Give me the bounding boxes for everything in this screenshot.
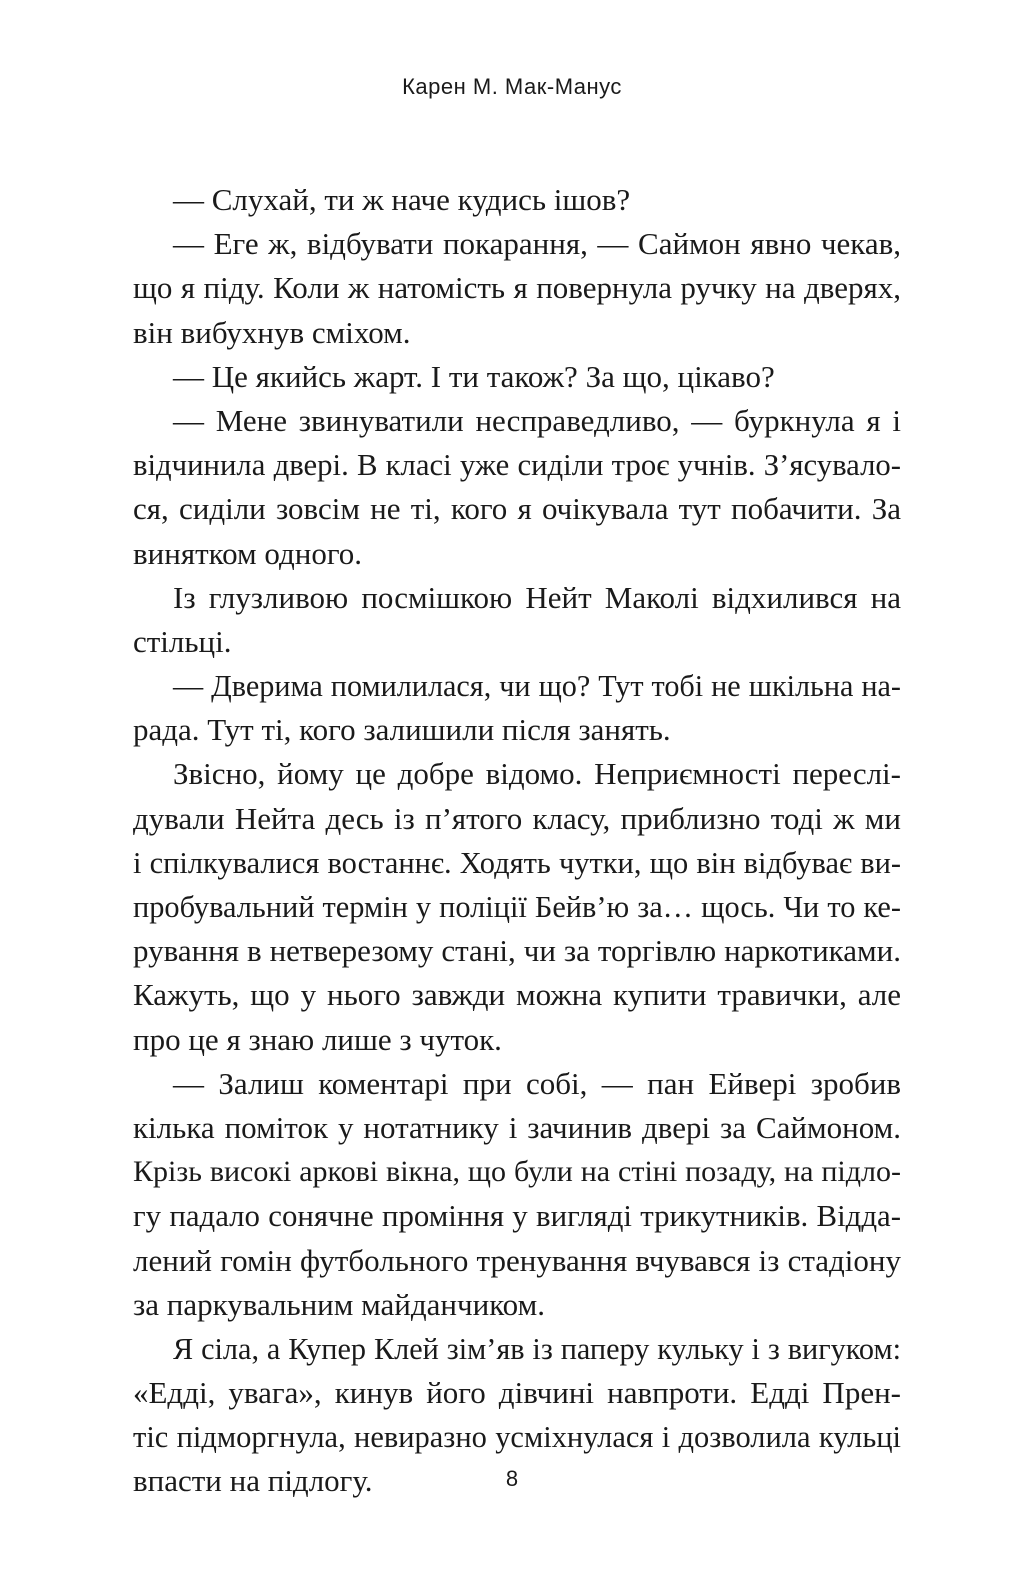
text-line: дували Нейта десь із п’ятого класу, приблизно тоді ж ми [133, 800, 901, 836]
text-line: рування в нетверезому стані, чи за торгівлю наркотиками. [133, 933, 901, 969]
text-line: Кажуть, що у нього завжди можна купити травички, але [133, 977, 901, 1013]
text-line: — Мене звинуватили несправедливо, — буркнула я і [173, 402, 901, 438]
text-line: відчинила двері. В класі уже сиділи троє учнів. З’ясувало- [133, 448, 901, 483]
text-line: про це я знаю лише з чуток. [133, 1021, 502, 1057]
text-line: гу падало сонячне проміння у вигляді трикутників. Відда- [133, 1199, 901, 1234]
text-line: що я піду. Коли ж натомість я повернула ручку на дверях, [133, 270, 901, 306]
text-line: тіс підморгнула, невиразно усміхнулася і дозволила кульці [133, 1420, 901, 1455]
text-line: кілька поміток у нотатнику і зачинив двері за Саймоном. [133, 1109, 901, 1145]
text-line: стільці. [133, 623, 232, 659]
text-line: впасти на підлогу. [133, 1463, 373, 1499]
running-head-author: Карен М. Мак-Манус [402, 74, 622, 99]
text-line: Із глузливою посмішкою Нейт Маколі відхилився на [173, 579, 901, 615]
text-line: рада. Тут ті, кого залишили після занять. [133, 712, 671, 748]
text-line: Я сіла, а Купер Клей зім’яв із паперу кульку і з вигуком: [173, 1331, 901, 1366]
text-line: — Слухай, ти ж наче кудись ішов? [173, 182, 631, 217]
text-line: ся, сиділи зовсім не ті, кого я очікувала тут побачити. За [133, 491, 901, 527]
page-number: 8 [505, 1466, 519, 1491]
text-line: — Залиш коментарі при собі, — пан Ейвері зробив [173, 1065, 901, 1101]
text-line: і спілкувалися востаннє. Ходять чутки, що він відбуває ви- [133, 845, 901, 880]
text-line: — Це якийсь жарт. І ти також? За що, цікаво? [173, 358, 775, 394]
text-line: винятком одного. [133, 535, 363, 571]
text-line: Звісно, йому це добре відомо. Неприємності переслі- [173, 756, 901, 792]
text-line: — Еге ж, відбувати покарання, — Саймон явно чекав, [173, 226, 901, 262]
text-line: він вибухнув сміхом. [133, 314, 411, 350]
text-line: — Дверима помилилася, чи що? Тут тобі не шкільна на- [173, 669, 901, 704]
text-line: пробувальний термін у поліції Бейв’ю за… щось. Чи то ке- [133, 890, 901, 924]
text-line: за паркувальним майданчиком. [133, 1286, 545, 1322]
text-line: «Едді, увага», кинув його дівчині навпроти. Едді Прен- [133, 1375, 901, 1411]
body-text [133, 178, 901, 1504]
text-line: Крізь високі аркові вікна, що були на стіні позаду, на підло- [133, 1155, 901, 1189]
text-line: лений гомін футбольного тренування вчувався із стадіону [133, 1242, 901, 1278]
